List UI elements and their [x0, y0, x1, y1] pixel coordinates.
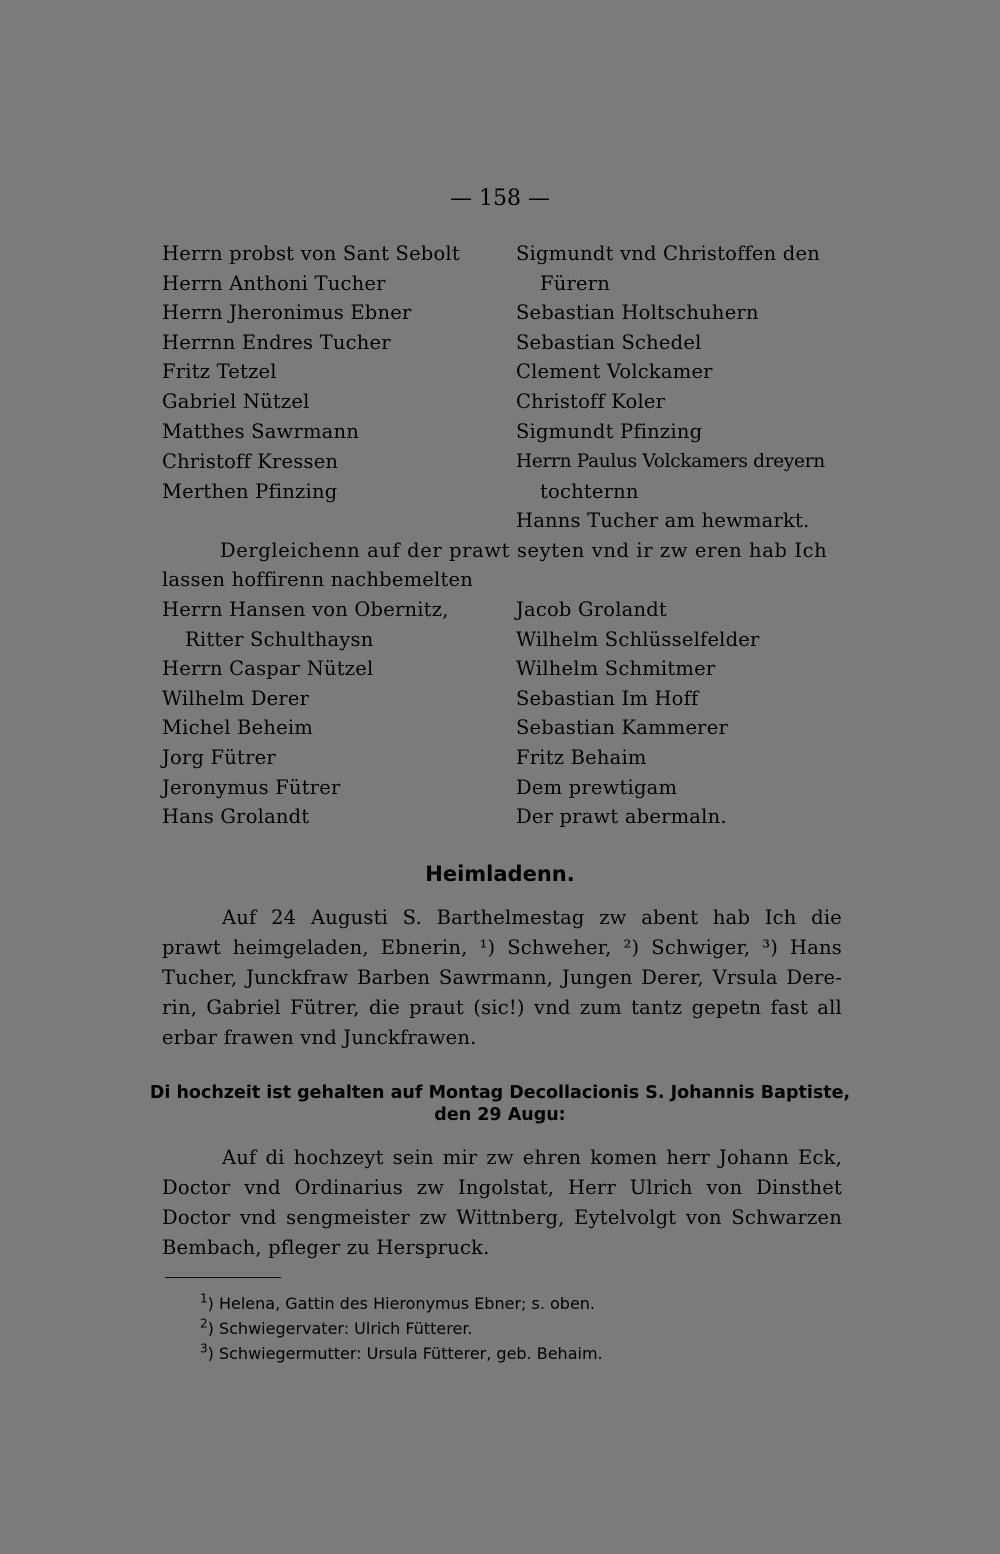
list-item: Matthes Sawrmann [162, 420, 360, 443]
paragraph-line: prawt heimgeladen, Ebnerin, ¹) Schweher, ²) Schwiger, ³) Hans [162, 936, 842, 959]
list-item: Sebastian Schedel [516, 331, 702, 354]
footnote [200, 1316, 473, 1338]
list-item: Der prawt abermaln. [516, 805, 727, 828]
list-item: Fritz Behaim [516, 746, 647, 769]
list-item: Fritz Tetzel [162, 360, 277, 383]
list-item: Clement Volckamer [516, 360, 713, 383]
footnote-text: ) Schwiegermutter: Ursula Fütterer, geb. Behaim. [207, 1344, 603, 1363]
list-item: Sebastian Kammerer [516, 716, 728, 739]
footnote-text: ) Helena, Gattin des Hieronymus Ebner; s. oben. [207, 1294, 596, 1313]
list-item: Herrn Anthoni Tucher [162, 272, 386, 295]
footnote-mark: 3 [200, 1341, 208, 1356]
footnote-divider [165, 1277, 281, 1278]
paragraph-line: rin, Gabriel Fütrer, die praut (sic!) vnd zum tantz gepetn fast all [162, 996, 842, 1019]
list-item: Dem prewtigam [516, 776, 678, 799]
list-item: Wilhelm Schmitmer [516, 657, 716, 680]
list-item: Fürern [540, 272, 611, 295]
footnote-text: ) Schwiegervater: Ulrich Fütterer. [207, 1319, 473, 1338]
wedding-heading [0, 1082, 1000, 1126]
list-item: tochternn [540, 480, 639, 503]
paragraph-hochzeit [162, 1143, 842, 1263]
list-item: Ritter Schulthaysn [185, 628, 374, 651]
footnote-mark: 1 [200, 1291, 208, 1306]
list-item: Merthen Pfinzing [162, 480, 338, 503]
list-item: Jeronymus Fütrer [162, 776, 341, 799]
list-item: Sebastian Im Hoff [516, 687, 699, 710]
paragraph-line: erbar frawen vnd Junckfrawen. [162, 1026, 477, 1049]
wedding-heading-line: den 29 Augu: [434, 1105, 566, 1125]
paragraph-line: Bembach, pfleger zu Herspruck. [162, 1236, 490, 1259]
paragraph-heimladen [162, 903, 842, 1053]
transition-text: lassen hoffirenn nachbemelten [162, 568, 474, 591]
paragraph-line: Auf 24 Augusti S. Barthelmestag zw abent hab Ich die [222, 906, 842, 929]
transition-text: Dergleichenn auf der prawt seyten vnd ir zw eren hab Ich [220, 539, 828, 562]
list-item: Jorg Fütrer [162, 746, 276, 769]
list-item: Herrn Caspar Nützel [162, 657, 374, 680]
list-item: Hanns Tucher am hewmarkt. [516, 509, 810, 532]
list-item: Sebastian Holtschuhern [516, 301, 759, 324]
list-item: Wilhelm Derer [162, 687, 310, 710]
footnote-mark: 2 [200, 1316, 208, 1331]
list-item: Gabriel Nützel [162, 390, 310, 413]
list-item: Herrn probst von Sant Sebolt [162, 242, 460, 265]
section-heading: Heimladenn. [425, 862, 575, 886]
list-item: Herrnn Endres Tucher [162, 331, 391, 354]
list-item: Sigmundt vnd Christoffen den [516, 242, 820, 265]
list-item: Christoff Kressen [162, 450, 339, 473]
footnote [200, 1341, 603, 1363]
list-item: Sigmundt Pfinzing [516, 420, 703, 443]
list-item: Christoff Koler [516, 390, 666, 413]
paragraph-line: Doctor vnd Ordinarius zw Ingolstat, Herr Ulrich von Dinsthet [162, 1176, 842, 1199]
list-item: Herrn Hansen von Obernitz, [162, 598, 449, 621]
paragraph-line: Tucher, Junckfraw Barben Sawrmann, Jungen Derer, Vrsula Dere- [162, 966, 842, 989]
list-item: Jacob Grolandt [516, 598, 667, 621]
list-item: Wilhelm Schlüsselfelder [516, 628, 760, 651]
list-item: Herrn Jheronimus Ebner [162, 301, 412, 324]
page-number: — 158 — [450, 186, 550, 211]
paragraph-line: Auf di hochzeyt sein mir zw ehren komen herr Johann Eck, [222, 1146, 842, 1169]
footnote [200, 1291, 596, 1313]
list-item: Hans Grolandt [162, 805, 310, 828]
wedding-heading-line: Di hochzeit ist gehalten auf Montag Decollacionis S. Johannis Baptiste, [149, 1083, 851, 1103]
paragraph-line: Doctor vnd sengmeister zw Wittnberg, Eytelvolgt von Schwarzen [162, 1206, 842, 1229]
list-item: Michel Beheim [162, 716, 313, 739]
list-item: Herrn Paulus Volckamers dreyern [516, 451, 825, 472]
